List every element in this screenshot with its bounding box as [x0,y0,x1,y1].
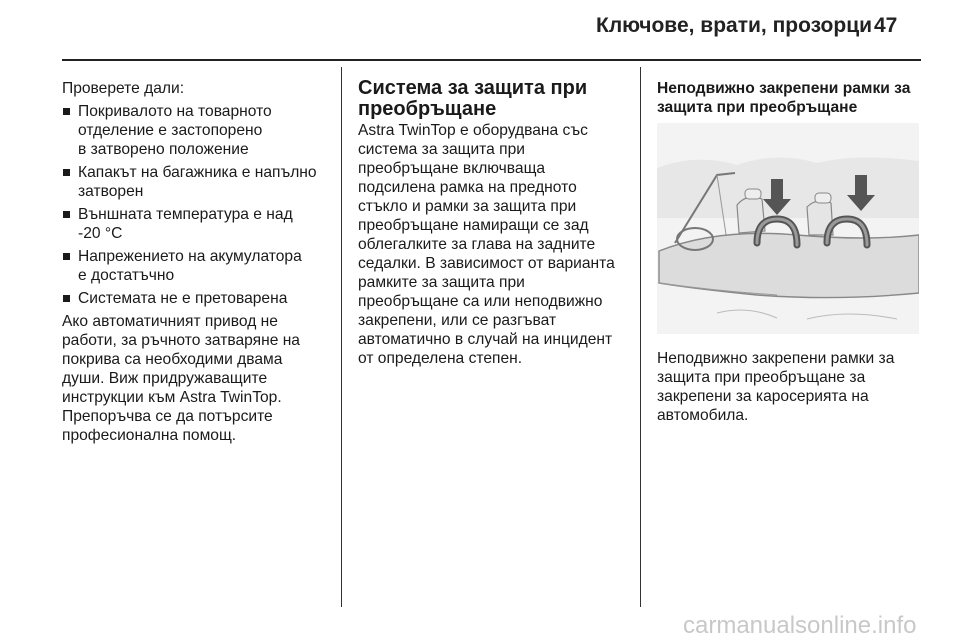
checklist-line: Системата не е претоварена [78,290,288,307]
paragraph-line: преобръщане намиращи се зад [358,217,589,234]
manual-closing-paragraph [62,312,334,445]
checklist-line: Покривалото на товарното [78,103,272,120]
right-column-text [657,79,923,117]
left-column [62,79,334,445]
checklist-line: отделение е застопорено [78,122,263,139]
paragraph-line: преобръщане включваща [358,160,546,177]
heading-line: защита при преобръщане [657,99,858,116]
middle-column [358,78,634,368]
paragraph-line: души. Виж придружаващите [62,370,268,387]
heading-line: Система за защита при [358,77,588,99]
paragraph-line: Препоръчва се да потърсите [62,408,273,425]
figure-caption [657,349,923,425]
paragraph-line: преобръщане са или неподвижно [358,293,603,310]
bullet-square-icon [63,169,70,176]
paragraph-line: от определена степен. [358,350,523,367]
checklist-item [62,102,334,159]
rollover-bars-illustration [657,123,919,334]
checklist-line: в затворено положение [78,141,249,158]
rollover-paragraph [358,121,634,368]
page-number: 47 [874,14,898,37]
heading-line: преобръщане [358,98,497,120]
paragraph-line: професионална помощ. [62,427,237,444]
caption-line: защита при преобръщане за [657,369,866,386]
paragraph-line: система за защита при [358,141,525,158]
caption-line: закрепени за каросерията на [657,388,869,405]
paragraph-line: работи, за ръчното затваряне на [62,332,300,349]
paragraph-line: Astra TwinTop е оборудвана със [358,122,588,139]
caption-line: автомобила. [657,407,749,424]
bullet-square-icon [63,295,70,302]
caption-text [657,349,923,425]
header-rule [62,59,921,61]
column-divider-right [640,67,641,607]
subsection-heading [657,79,923,117]
checklist-item [62,205,334,243]
paragraph-line: рамките за защита при [358,274,525,291]
checklist-item [62,163,334,201]
column-divider-left [341,67,342,607]
paragraph-line: покрива са необходими двама [62,351,283,368]
paragraph-line: Ако автоматичният привод не [62,313,278,330]
checklist-line: -20 °C [78,225,123,242]
paragraph-line: седалки. В зависимост от варианта [358,255,615,272]
checklist-item [62,289,334,308]
checklist-line: затворен [78,183,144,200]
heading-line: Неподвижно закрепени рамки за [657,80,911,97]
paragraph-line: инструкции към Astra TwinTop. [62,389,282,406]
checklist-line: Външната температура е над [78,206,293,223]
paragraph-line: подсилена рамка на предното [358,179,577,196]
section-heading [358,78,634,120]
caption-line: Неподвижно закрепени рамки за [657,350,895,367]
bullet-square-icon [63,108,70,115]
paragraph-line: закрепени, или се разгъват [358,312,557,329]
checklist-item [62,247,334,285]
watermark-text: carmanualsonline.info [683,612,917,639]
checklist [62,102,334,308]
page-header-title: Ключове, врати, прозорци [596,14,873,37]
bullet-square-icon [63,211,70,218]
checklist-line: е достатъчно [78,267,175,284]
checklist-line: Напрежението на акумулатора [78,248,302,265]
paragraph-line: стъкло и рамки за защита при [358,198,577,215]
bullet-square-icon [63,253,70,260]
checklist-line: Капакът на багажника е напълно [78,164,317,181]
paragraph-line: автоматично в случай на инцидент [358,331,613,348]
paragraph-line: облегалките за глава на задните [358,236,596,253]
intro-text: Проверете дали: [62,80,185,97]
